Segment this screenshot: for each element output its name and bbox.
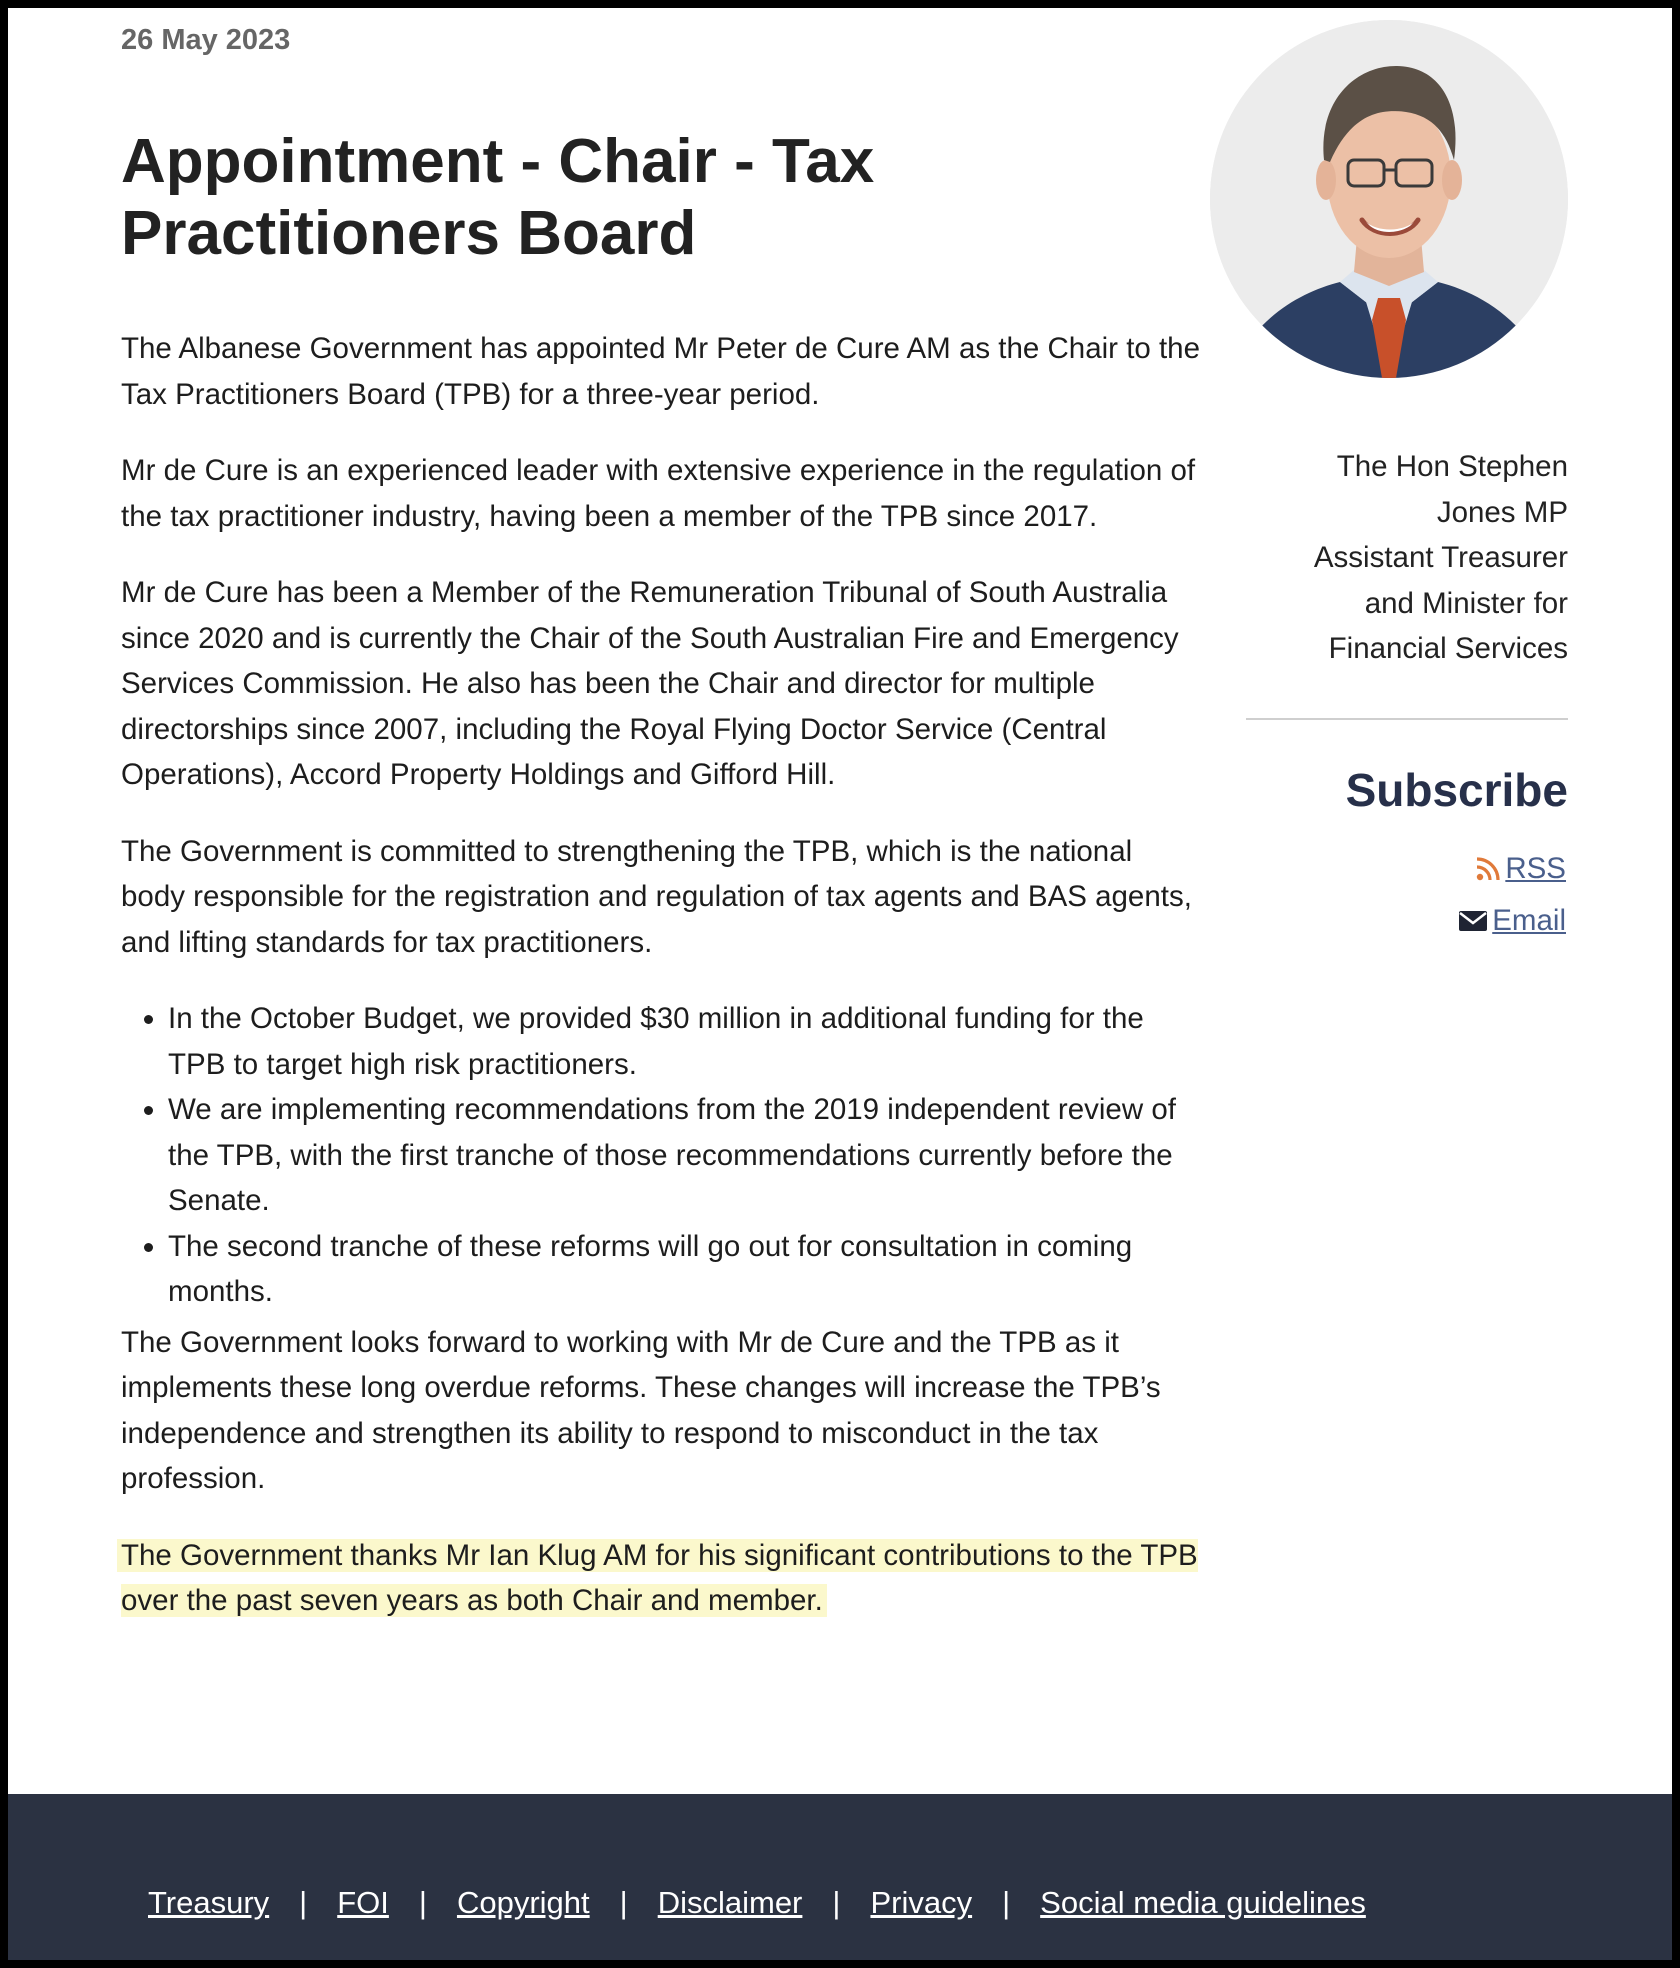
- footer-link-disclaimer[interactable]: Disclaimer: [657, 1885, 803, 1920]
- highlighted-text: The Government thanks Mr Ian Klug AM for his significant contributions to the TPB over the past seven years as both Chair and member.: [121, 1538, 1198, 1617]
- article-date: 26 May 2023: [121, 24, 291, 56]
- rss-label: RSS: [1505, 852, 1566, 885]
- minister-line: The Hon Stephen: [1336, 450, 1568, 483]
- minister-portrait: [1210, 20, 1568, 378]
- footer-separator: |: [619, 1885, 628, 1920]
- minister-name: [1268, 444, 1568, 672]
- email-label: Email: [1492, 904, 1566, 937]
- page-title: Appointment - Chair - Tax Practitioners Board: [121, 127, 875, 268]
- article-body: [121, 326, 1201, 1655]
- footer-separator: |: [1002, 1885, 1011, 1920]
- page: [8, 8, 1672, 1960]
- list-item: • We are implementing recommendations from the 2019 independent review of the TPB, with the first tranche of those recommendations currently before the Senate.: [168, 1087, 1201, 1224]
- divider: [1246, 718, 1568, 720]
- paragraph-appointment: The Albanese Government has appointed Mr Peter de Cure AM as the Chair to the Tax Practitioners Board (TPB) for a three-year period.: [121, 332, 1200, 411]
- footer: [8, 1794, 1672, 1960]
- minister-line: and Minister for: [1364, 586, 1568, 620]
- footer-separator: |: [832, 1885, 841, 1920]
- paragraph-commitment: The Government is committed to strengthening the TPB, which is the national body responsible for the registration and regulation of tax agents and BAS agents, and lifting standards for tax practitioners.: [121, 834, 1192, 959]
- minister-line: Assistant Treasurer: [1313, 541, 1568, 574]
- rss-icon: [1475, 856, 1501, 882]
- footer-link-social-media-guidelines[interactable]: Social media guidelines: [1040, 1885, 1366, 1920]
- envelope-icon: [1458, 909, 1488, 933]
- footer-separator: |: [418, 1885, 427, 1920]
- footer-link-copyright[interactable]: Copyright: [456, 1885, 590, 1920]
- paragraph-experience: Mr de Cure is an experienced leader with extensive experience in the regulation of the tax practitioner industry, having been a member of the TPB since 2017.: [121, 454, 1196, 533]
- bullet-list: [121, 996, 1201, 1315]
- subscribe-heading: Subscribe: [1345, 764, 1568, 816]
- rss-link[interactable]: [1475, 852, 1566, 886]
- portrait-image: [1210, 20, 1568, 378]
- footer-link-privacy[interactable]: Privacy: [870, 1885, 973, 1920]
- list-item: • In the October Budget, we provided $30 million in additional funding for the TPB to target high risk practitioners.: [168, 996, 1201, 1087]
- footer-separator: |: [299, 1885, 308, 1920]
- minister-line: Jones MP: [1436, 495, 1568, 529]
- paragraph-thanks: [121, 1533, 1201, 1624]
- paragraph-closing: The Government looks forward to working with Mr de Cure and the TPB as it implements these long overdue reforms. These changes will increase the TPB’s independence and strengthen its ability to respond to misconduct in the tax profession.: [121, 1325, 1161, 1495]
- footer-nav: [148, 1885, 1366, 1921]
- paragraph-background: Mr de Cure has been a Member of the Remuneration Tribunal of South Australia since 2020 and is currently the Chair of the South Australian Fire and Emergency Services Commission. He also has been the Chair and director for multiple directorships since 2007, including the Royal Flying Doctor Service (Central Operations), Accord Property Holdings and Gifford Hill.: [121, 576, 1179, 791]
- footer-link-treasury[interactable]: Treasury: [148, 1885, 270, 1920]
- footer-link-foi[interactable]: FOI: [337, 1885, 389, 1920]
- list-item: • The second tranche of these reforms will go out for consultation in coming months.: [168, 1224, 1201, 1315]
- minister-line: Financial Services: [1328, 632, 1568, 665]
- email-link[interactable]: [1458, 904, 1566, 938]
